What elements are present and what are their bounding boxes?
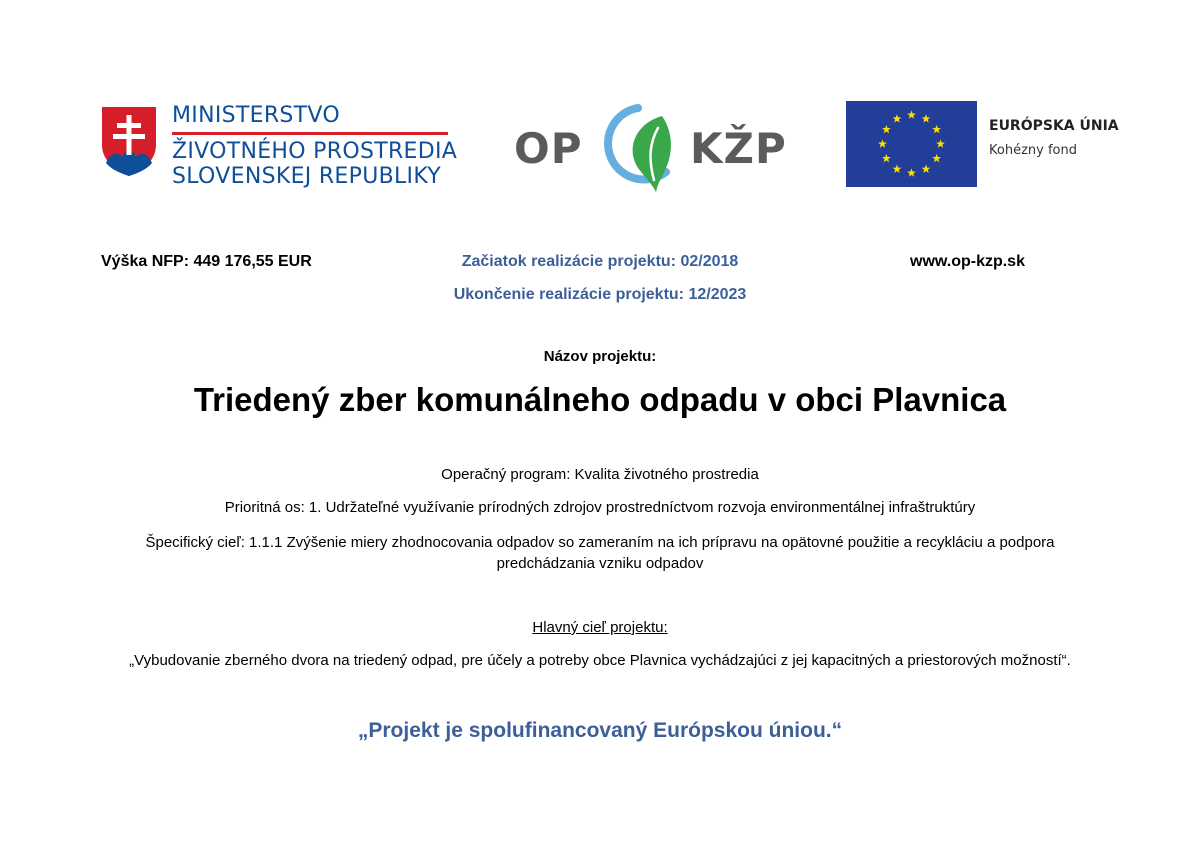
main-goal-label-text: Hlavný cieľ projektu: <box>532 619 668 636</box>
priority-axis: Prioritná os: 1. Udržateľné využívanie prírodných zdrojov prostredníctvom rozvoja environmentálnej infraštruktúry <box>224 499 976 516</box>
ministry-logo <box>100 103 480 195</box>
project-end-date: Ukončenie realizácie projektu: 12/2023 <box>453 286 747 303</box>
ministry-name-line2: ŽIVOTNÉHO PROSTREDIA <box>172 139 458 164</box>
slovak-coat-of-arms-icon <box>100 105 158 177</box>
ministry-name-line1: MINISTERSTVO <box>172 103 340 128</box>
eu-cofinancing-statement: „Projekt je spolufinancovaný Európskou úniou.“ <box>357 719 843 742</box>
project-start-date: Začiatok realizácie projektu: 02/2018 <box>461 253 739 270</box>
op-kzp-logo-op-text: OP <box>514 124 583 173</box>
op-kzp-logo-kzp-text: KŽP <box>690 124 787 173</box>
eu-name: EURÓPSKA ÚNIA <box>989 118 1119 134</box>
operational-program: Operačný program: Kvalita životného prostredia <box>441 466 759 483</box>
main-goal-label <box>0 619 1200 636</box>
op-kzp-logo <box>510 100 790 195</box>
project-name-label: Názov projektu: <box>543 348 657 365</box>
eu-flag-icon <box>846 101 977 187</box>
eu-logo <box>846 101 1119 189</box>
website-url: www.op-kzp.sk <box>910 253 1025 270</box>
ministry-name-line3: SLOVENSKEJ REPUBLIKY <box>172 164 442 189</box>
main-goal-text: „Vybudovanie zberného dvora na triedený odpad, pre účely a potreby obce Plavnica vychádzajúci z jej kapacitných a priestorových možností“. <box>129 652 1071 669</box>
leaf-ring-icon <box>594 102 678 194</box>
eu-fund-name: Kohézny fond <box>989 143 1077 158</box>
specific-objective: Špecifický cieľ: 1.1.1 Zvýšenie miery zhodnocovania odpadov so zameraním na ich prípravu na opätovné použitie a recykláciu a podpora predchádzania vzniku odpadov <box>145 534 1055 572</box>
nfp-amount: Výška NFP: 449 176,55 EUR <box>101 253 312 270</box>
project-title: Triedený zber komunálneho odpadu v obci Plavnica <box>193 381 1007 418</box>
ministry-red-divider <box>172 132 448 135</box>
